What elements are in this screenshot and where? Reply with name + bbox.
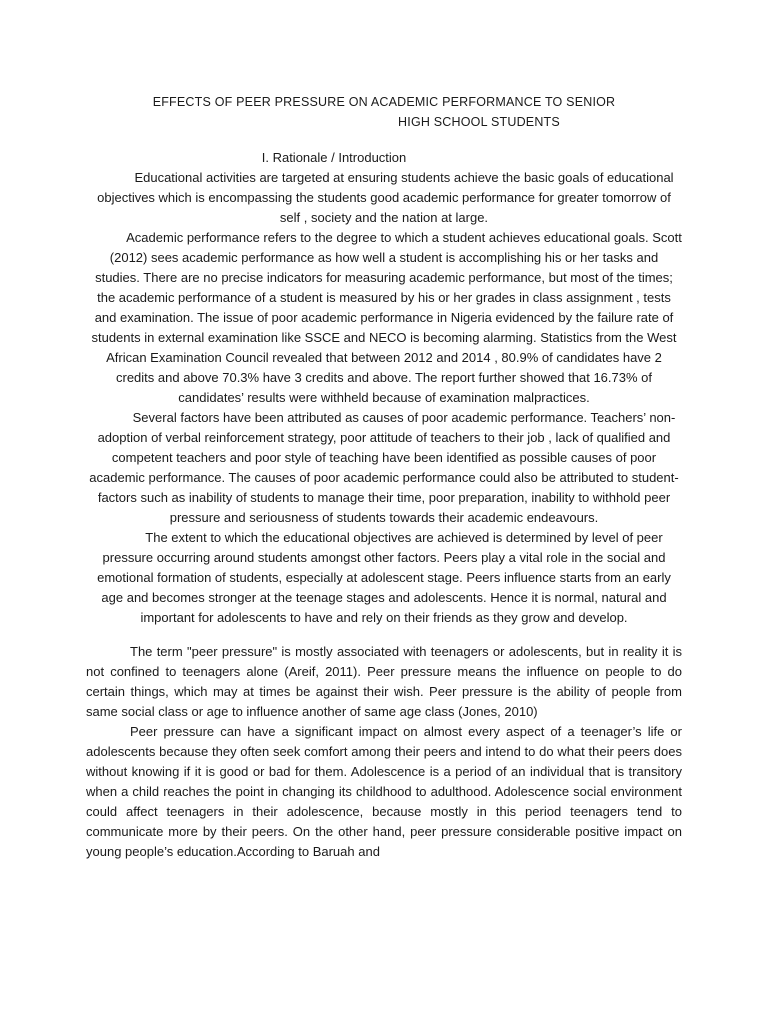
title-line-2: HIGH SCHOOL STUDENTS (398, 115, 560, 129)
paragraph-impact: Peer pressure can have a significant impact on almost every aspect of a teenager’s life or adolescents because they often seek comfort among their peers and intend to do what their peers does without knowing if it is good or bad for them. Adolescence is a period of an individual that is transitory when a child reaches the point in changing its childhood to adulthood. Adolescence social environment could affect teenagers in their adolescence, because mostly in this period teenagers tend to communicate more by their peers. On the other hand, peer pressure considerable positive impact on young people’s education.According to Baruah and (86, 724, 682, 859)
centered-text-block (86, 168, 682, 628)
paragraph-educational-activities: Educational activities are targeted at ensuring students achieve the basic goals of educational objectives which is encompassing the students good academic performance for greater tomorrow of self , society and the nation at large. (97, 170, 674, 225)
paragraph-academic-performance: Academic performance refers to the degree to which a student achieves educational goals. Scott (2012) sees academic performance as how well a student is accomplishing his or her tasks and studies. There are no precise indicators for measuring academic performance, but most of the times; the academic performance of a student is measured by his or her grades in class assignment , tests and examination. The issue of poor academic performance in Nigeria evidenced by the failure rate of students in external examination like SSCE and NECO is becoming alarming. Statistics from the West African Examination Council revealed that between 2012 and 2014 , 80.9% of candidates have 2 credits and above 70.3% have 3 credits and above. The report further showed that 16.73% of candidates’ results were withheld because of examination malpractices. (91, 230, 682, 405)
document-title (86, 92, 682, 132)
section-heading: I. Rationale / Introduction (261, 150, 407, 165)
title-line-1: EFFECTS OF PEER PRESSURE ON ACADEMIC PERFORMANCE TO SENIOR (152, 95, 616, 109)
paragraph-factors: Several factors have been attributed as causes of poor academic performance. Teachers’ non-adoption of verbal reinforcement strategy, poor attitude of teachers to their job , lack of qualified and competent teachers and poor style of teaching have been identified as possible causes of poor academic performance. The causes of poor academic performance could also be attributed to student-factors such as inability of students to manage their time, poor preparation, inability to withhold peer pressure and seriousness of students towards their academic endeavours. (89, 410, 679, 525)
paragraph-peer-influence: The extent to which the educational objectives are achieved is determined by level of peer pressure occurring around students amongst other factors. Peers play a vital role in the social and emotional formation of students, especially at adolescent stage. Peers influence starts from an early age and becomes stronger at the teenage stages and adolescents. Hence it is normal, natural and important for adolescents to have and rely on their friends as they grow and develop. (97, 530, 671, 625)
justified-text-block (86, 642, 682, 862)
paragraph-term-peer-pressure: The term "peer pressure" is mostly associated with teenagers or adolescents, but in reality it is not confined to teenagers alone (Areif, 2011). Peer pressure means the influence on people to do certain things, which may at times be against their wish. Peer pressure is the ability of people from same social class or age to influence another of same age class (Jones, 2010) (86, 644, 682, 719)
